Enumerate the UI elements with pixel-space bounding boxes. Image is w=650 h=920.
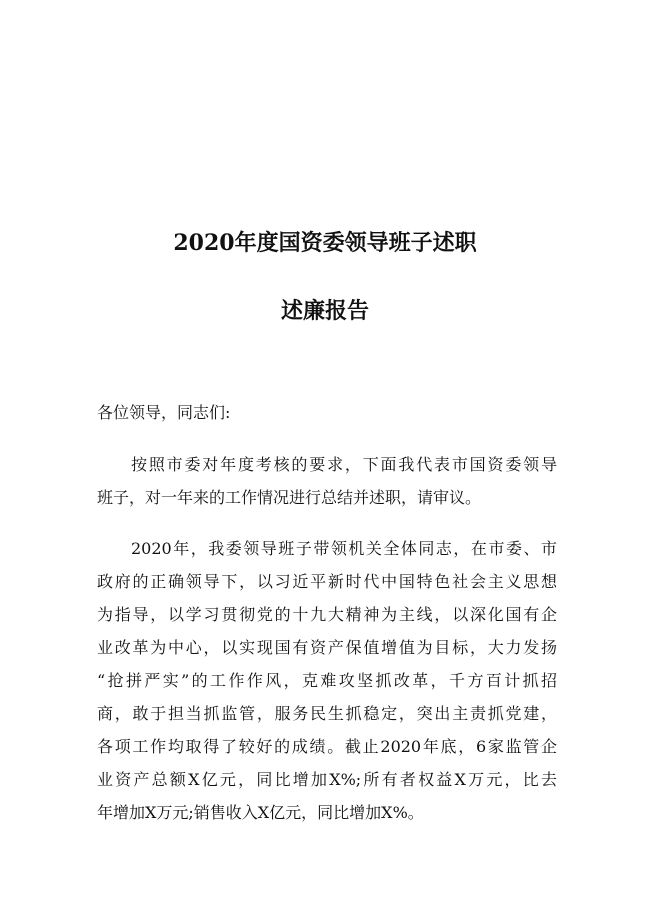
paragraph-2 bbox=[97, 532, 557, 829]
document-title-line-2: 述廉报告 bbox=[280, 298, 369, 324]
document-title-line-1: 2020年度国资委领导班子述职 bbox=[173, 230, 477, 256]
salutation-text: 各位领导，同志们: bbox=[97, 403, 231, 422]
paragraph-2-line-9: 年增加X万元;销售收入X亿元，同比增加X%。 bbox=[97, 803, 424, 822]
salutation bbox=[97, 396, 557, 429]
paragraph-2-line-1: 2020年，我委领导班子带领机关全体同志，在市委、市 bbox=[131, 539, 557, 558]
paragraph-1-line-2: 班子，对一年来的工作情况进行总结并述职，请审议。 bbox=[97, 488, 482, 507]
paragraph-2-line-8: 业资产总额X亿元，同比增加X%;所有者权益X万元，比去 bbox=[97, 770, 557, 789]
paragraph-2-line-4: 业改革为中心，以实现国有资产保值增值为目标，大力发扬 bbox=[97, 638, 557, 657]
paragraph-2-line-5: “抢拼严实”的工作作风，克难攻坚抓改革，千方百计抓招 bbox=[97, 671, 557, 690]
paragraph-1-line-1: 按照市委对年度考核的要求，下面我代表市国资委领导 bbox=[131, 455, 557, 474]
paragraph-2-line-3: 为指导，以学习贯彻党的十九大精神为主线，以深化国有企 bbox=[97, 605, 557, 624]
paragraph-1 bbox=[97, 448, 557, 514]
paragraph-2-line-6: 商，敢于担当抓监管，服务民生抓稳定，突出主责抓党建， bbox=[97, 704, 557, 723]
paragraph-2-line-2: 政府的正确领导下，以习近平新时代中国特色社会主义思想 bbox=[97, 572, 557, 591]
paragraph-2-line-7: 各项工作均取得了较好的成绩。截止2020年底，6家监管企 bbox=[97, 737, 557, 756]
